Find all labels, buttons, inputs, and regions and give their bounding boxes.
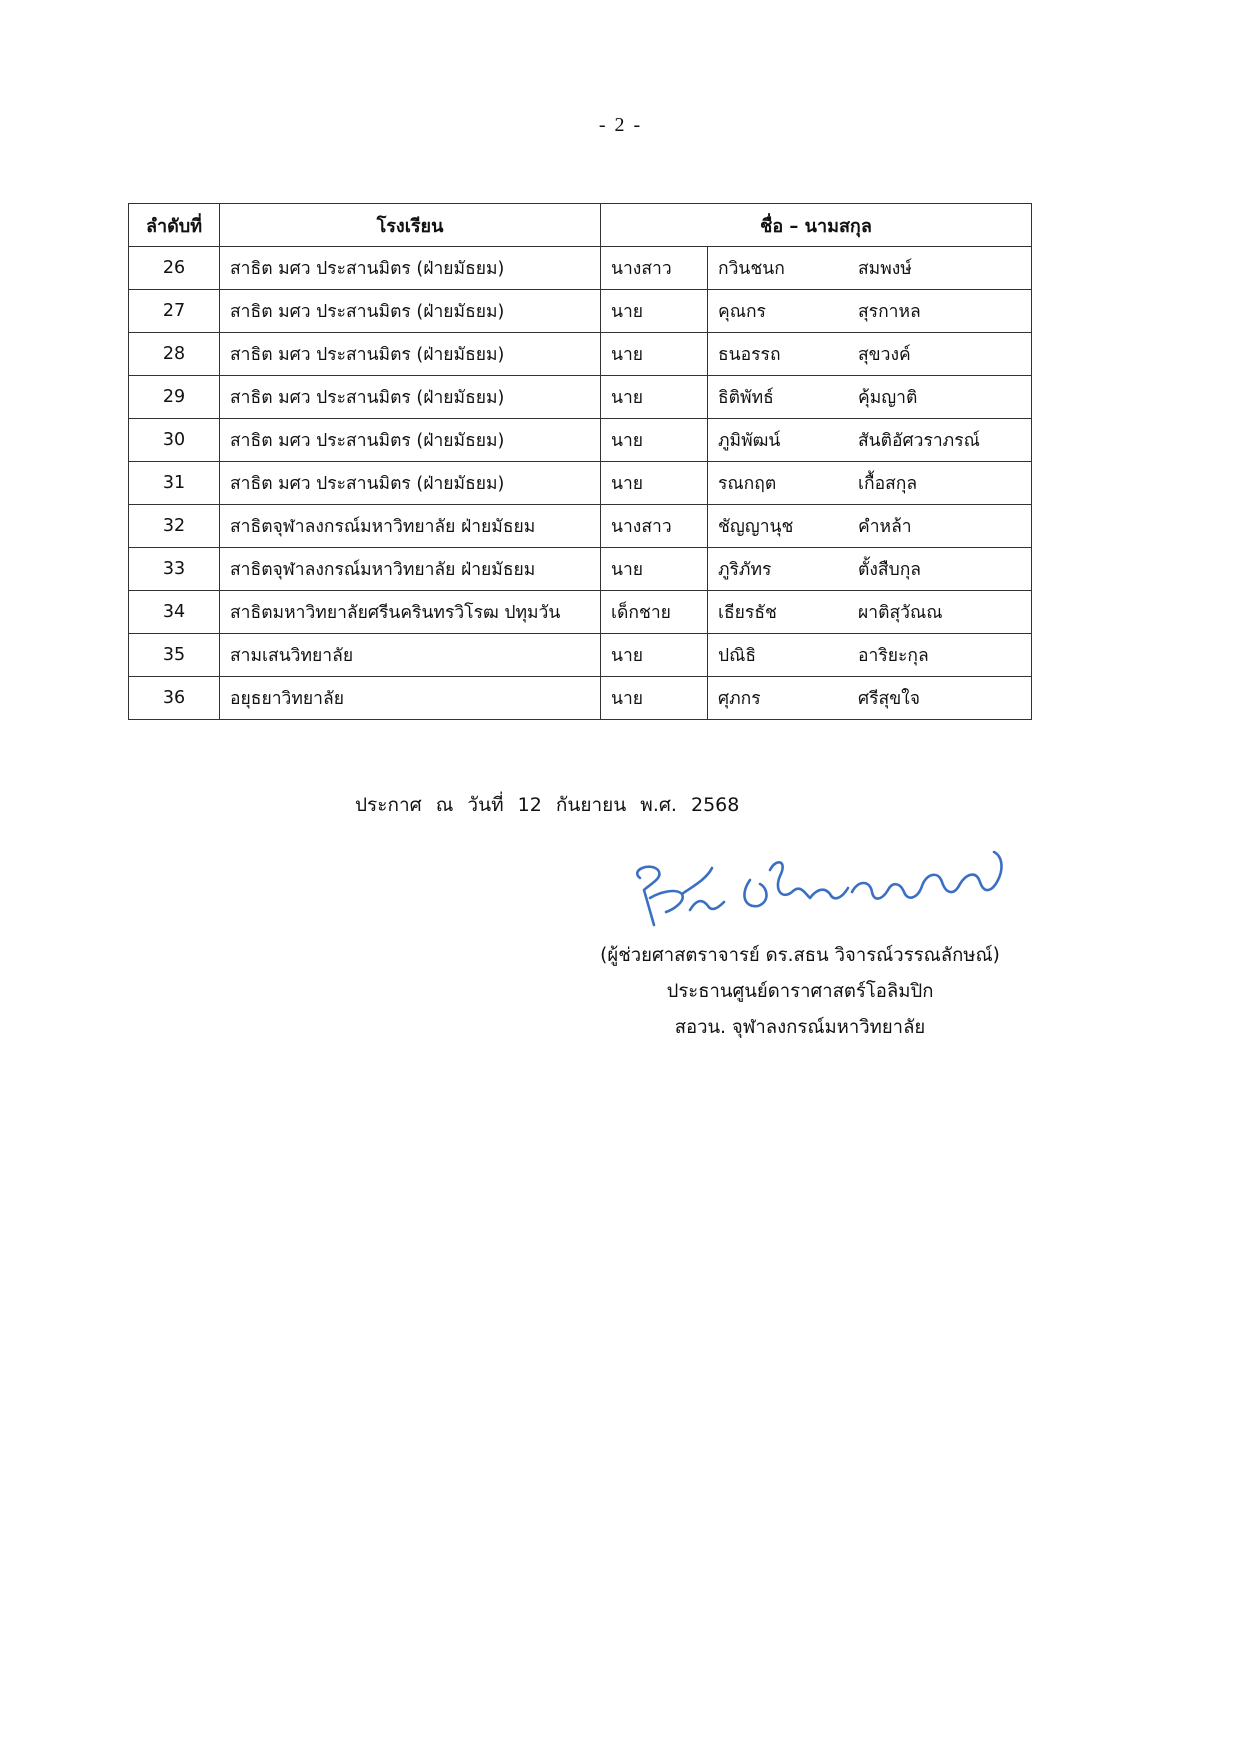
row-school: สาธิต มศว ประสานมิตร (ฝ่ายมัธยม) — [220, 333, 601, 376]
name-prefix: นางสาว — [611, 517, 672, 537]
row-name — [601, 634, 1032, 677]
row-number: 34 — [129, 591, 220, 634]
row-school: สาธิตจุฬาลงกรณ์มหาวิทยาลัย ฝ่ายมัธยม — [220, 548, 601, 591]
table-row — [129, 419, 1032, 462]
row-number: 33 — [129, 548, 220, 591]
table-row — [129, 677, 1032, 720]
name-prefix: นาย — [611, 302, 644, 322]
row-number: 32 — [129, 505, 220, 548]
table-row — [129, 591, 1032, 634]
table-row — [129, 376, 1032, 419]
row-school: อยุธยาวิทยาลัย — [220, 677, 601, 720]
last-name: ศรีสุขใจ — [858, 689, 920, 709]
table-row — [129, 634, 1032, 677]
row-name — [601, 505, 1032, 548]
row-name — [601, 247, 1032, 290]
first-name: เธียรธัช — [707, 591, 858, 633]
last-name: เกื้อสกุล — [858, 474, 918, 494]
row-name — [601, 290, 1032, 333]
row-school: สามเสนวิทยาลัย — [220, 634, 601, 677]
first-name: ภูริภัทร — [707, 548, 858, 590]
name-prefix: นาย — [611, 474, 644, 494]
table-row — [129, 290, 1032, 333]
row-school: สาธิต มศว ประสานมิตร (ฝ่ายมัธยม) — [220, 247, 601, 290]
first-name: ชัญญานุช — [707, 505, 858, 547]
signer-position: ประธานศูนย์ดาราศาสตร์โอลิมปิก — [666, 981, 934, 1002]
row-school: สาธิต มศว ประสานมิตร (ฝ่ายมัธยม) — [220, 462, 601, 505]
last-name: คุ้มญาติ — [858, 388, 918, 408]
last-name: สมพงษ์ — [858, 259, 912, 279]
row-number: 28 — [129, 333, 220, 376]
table-row — [129, 247, 1032, 290]
name-prefix: เด็กชาย — [611, 603, 671, 623]
last-name: สันติอัศวราภรณ์ — [858, 431, 980, 451]
header-school: โรงเรียน — [220, 204, 601, 247]
signer-block — [550, 938, 1050, 1046]
last-name: สุขวงค์ — [858, 345, 911, 365]
name-prefix: นางสาว — [611, 259, 672, 279]
name-prefix: นาย — [611, 388, 644, 408]
signer-organization: สอวน. จุฬาลงกรณ์มหาวิทยาลัย — [674, 1017, 926, 1038]
last-name: ผาติสุวัณณ — [858, 603, 943, 623]
last-name: สุรกาหล — [858, 302, 921, 322]
last-name: อาริยะกุล — [858, 646, 929, 666]
name-prefix: นาย — [611, 689, 644, 709]
first-name: ธนอรรถ — [707, 333, 858, 375]
row-name — [601, 333, 1032, 376]
last-name: คำหล้า — [858, 517, 912, 537]
first-name: คุณกร — [707, 290, 858, 332]
name-prefix: นาย — [611, 431, 644, 451]
signer-name: (ผู้ช่วยศาสตราจารย์ ดร.สธน วิจารณ์วรรณลักษณ์) — [600, 945, 1000, 966]
name-prefix: นาย — [611, 560, 644, 580]
row-name — [601, 548, 1032, 591]
row-school: สาธิต มศว ประสานมิตร (ฝ่ายมัธยม) — [220, 290, 601, 333]
table-header-row — [129, 204, 1032, 247]
row-name — [601, 376, 1032, 419]
row-name — [601, 677, 1032, 720]
table-row — [129, 548, 1032, 591]
row-name — [601, 462, 1032, 505]
row-number: 35 — [129, 634, 220, 677]
first-name: รณกฤต — [707, 462, 858, 504]
row-number: 31 — [129, 462, 220, 505]
table-body — [129, 247, 1032, 720]
row-number: 29 — [129, 376, 220, 419]
row-school: สาธิต มศว ประสานมิตร (ฝ่ายมัธยม) — [220, 419, 601, 462]
first-name: ธิติพัทธ์ — [707, 376, 858, 418]
row-number: 27 — [129, 290, 220, 333]
row-school: สาธิตจุฬาลงกรณ์มหาวิทยาลัย ฝ่ายมัธยม — [220, 505, 601, 548]
row-school: สาธิต มศว ประสานมิตร (ฝ่ายมัธยม) — [220, 376, 601, 419]
announcement-date: ประกาศ ณ วันที่ 12 กันยายน พ.ศ. 2568 — [355, 794, 740, 816]
name-prefix: นาย — [611, 646, 644, 666]
row-number: 30 — [129, 419, 220, 462]
last-name: ตั้งสืบกุล — [858, 560, 922, 580]
first-name: ภูมิพัฒน์ — [707, 419, 858, 461]
first-name: ศุภกร — [707, 677, 858, 719]
table-row — [129, 333, 1032, 376]
name-prefix: นาย — [611, 345, 644, 365]
table-row — [129, 505, 1032, 548]
page-number: - 2 - — [598, 114, 643, 136]
row-number: 36 — [129, 677, 220, 720]
header-name: ชื่อ – นามสกุล — [601, 204, 1032, 247]
row-number: 26 — [129, 247, 220, 290]
row-school: สาธิตมหาวิทยาลัยศรีนครินทรวิโรฒ ปทุมวัน — [220, 591, 601, 634]
participant-table — [128, 203, 1032, 720]
first-name: กวินชนก — [707, 247, 858, 289]
row-name — [601, 419, 1032, 462]
table-row — [129, 462, 1032, 505]
header-number: ลำดับที่ — [129, 204, 220, 247]
first-name: ปณิธิ — [707, 634, 858, 676]
signature-image — [620, 840, 1020, 930]
row-name — [601, 591, 1032, 634]
